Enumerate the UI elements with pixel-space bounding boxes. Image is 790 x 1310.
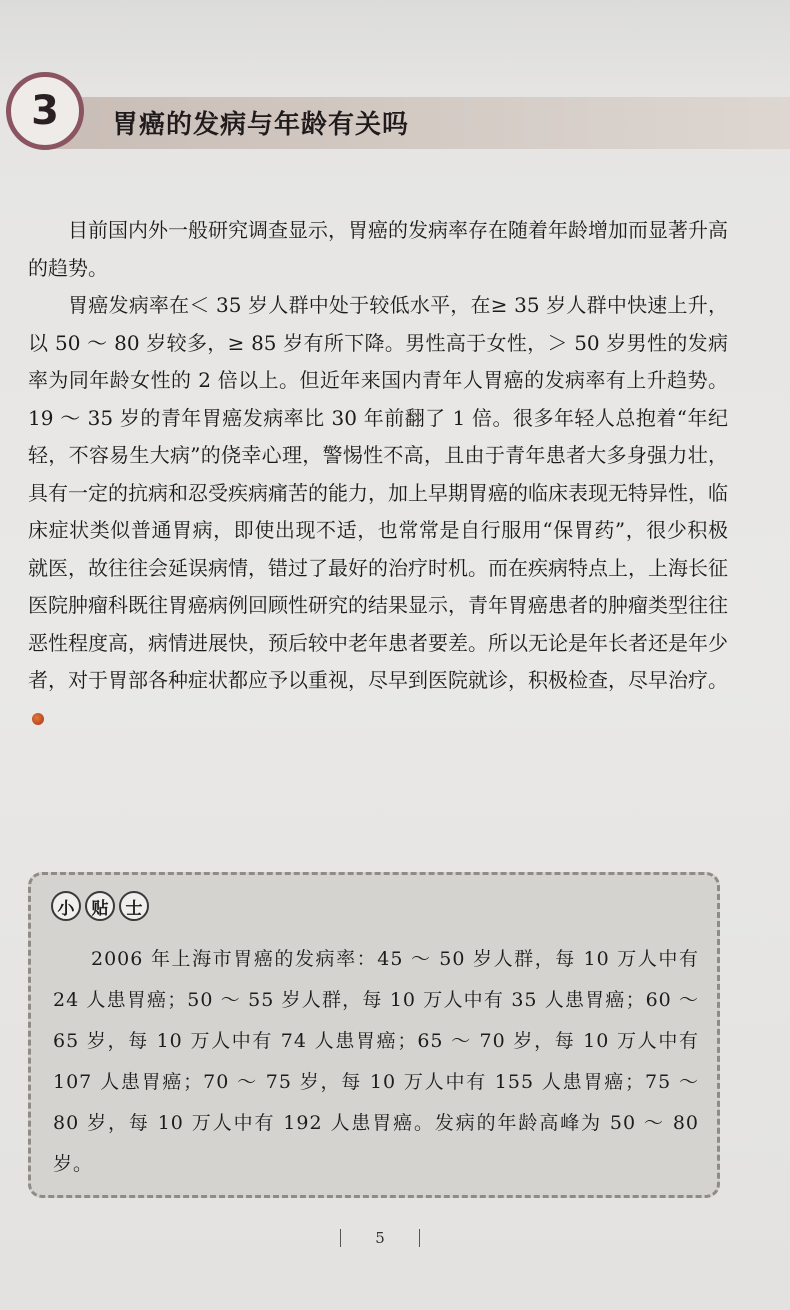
tip-text bbox=[53, 939, 699, 1185]
paragraph-2 bbox=[28, 287, 728, 737]
section-number-badge bbox=[6, 72, 84, 150]
tip-paragraph: 2006 年上海市胃癌的发病率：45 ～ 50 岁人群，每 10 万人中有 24 人患胃癌；50 ～ 55 岁人群，每 10 万人中有 35 人患胃癌；60 ～ 65 岁，每 10 万人中有 74 人患胃癌；65 ～ 70 岁，每 10 万人中有 107 人患胃癌；70 ～ 75 岁，每 10 万人中有 155 人患胃癌；75 ～ 80 岁，每 10 万人中有 192 人患胃癌。发病的年龄高峰为 50 ～ 80 岁。 bbox=[53, 948, 699, 1175]
tip-box bbox=[28, 872, 720, 1198]
section-title: 胃癌的发病与年龄有关吗 bbox=[112, 110, 410, 140]
tip-label-char: 小 bbox=[51, 891, 81, 921]
divider bbox=[340, 1229, 341, 1247]
tip-label-char: 贴 bbox=[85, 891, 115, 921]
section-number: 3 bbox=[31, 88, 59, 134]
paragraph-1: 目前国内外一般研究调查显示，胃癌的发病率存在随着年龄增加而显著升高的趋势。 bbox=[28, 218, 728, 280]
page-number: 5 bbox=[375, 1229, 385, 1247]
tip-label-char: 士 bbox=[119, 891, 149, 921]
main-text bbox=[28, 212, 728, 737]
page-number-footer bbox=[340, 1226, 420, 1250]
divider bbox=[419, 1229, 420, 1247]
tip-label bbox=[51, 891, 149, 921]
paragraph-2-text: 胃癌发病率在＜ 35 岁人群中处于较低水平，在≥ 35 岁人群中快速上升，以 50 ～ 80 岁较多，≥ 85 岁有所下降。男性高于女性，＞ 50 岁男性的发病率为同年龄女性的 2 倍以上。但近年来国内青年人胃癌的发病率有上升趋势。19 ～ 35 岁的青年胃癌发病率比 30 年前翻了 1 倍。很多年轻人总抱着“年纪轻，不容易生大病”的侥幸心理，警惕性不高，且由于青年患者大多身强力壮，具有一定的抗病和忍受疾病痛苦的能力，加上早期胃癌的临床表现无特异性，临床症状类似普通胃病，即使出现不适，也常常是自行服用“保胃药”，很少积极就医，故往往会延误病情，错过了最好的治疗时机。而在疾病特点上，上海长征医院肿瘤科既往胃癌病例回顾性研究的结果显示，青年胃癌患者的肿瘤类型往往恶性程度高，病情进展快，预后较中老年患者要差。所以无论是年长者还是年少者，对于胃部各种症状都应予以重视，尽早到医院就诊，积极检查，尽早治疗。 bbox=[28, 293, 728, 692]
end-of-section-icon bbox=[32, 713, 44, 725]
